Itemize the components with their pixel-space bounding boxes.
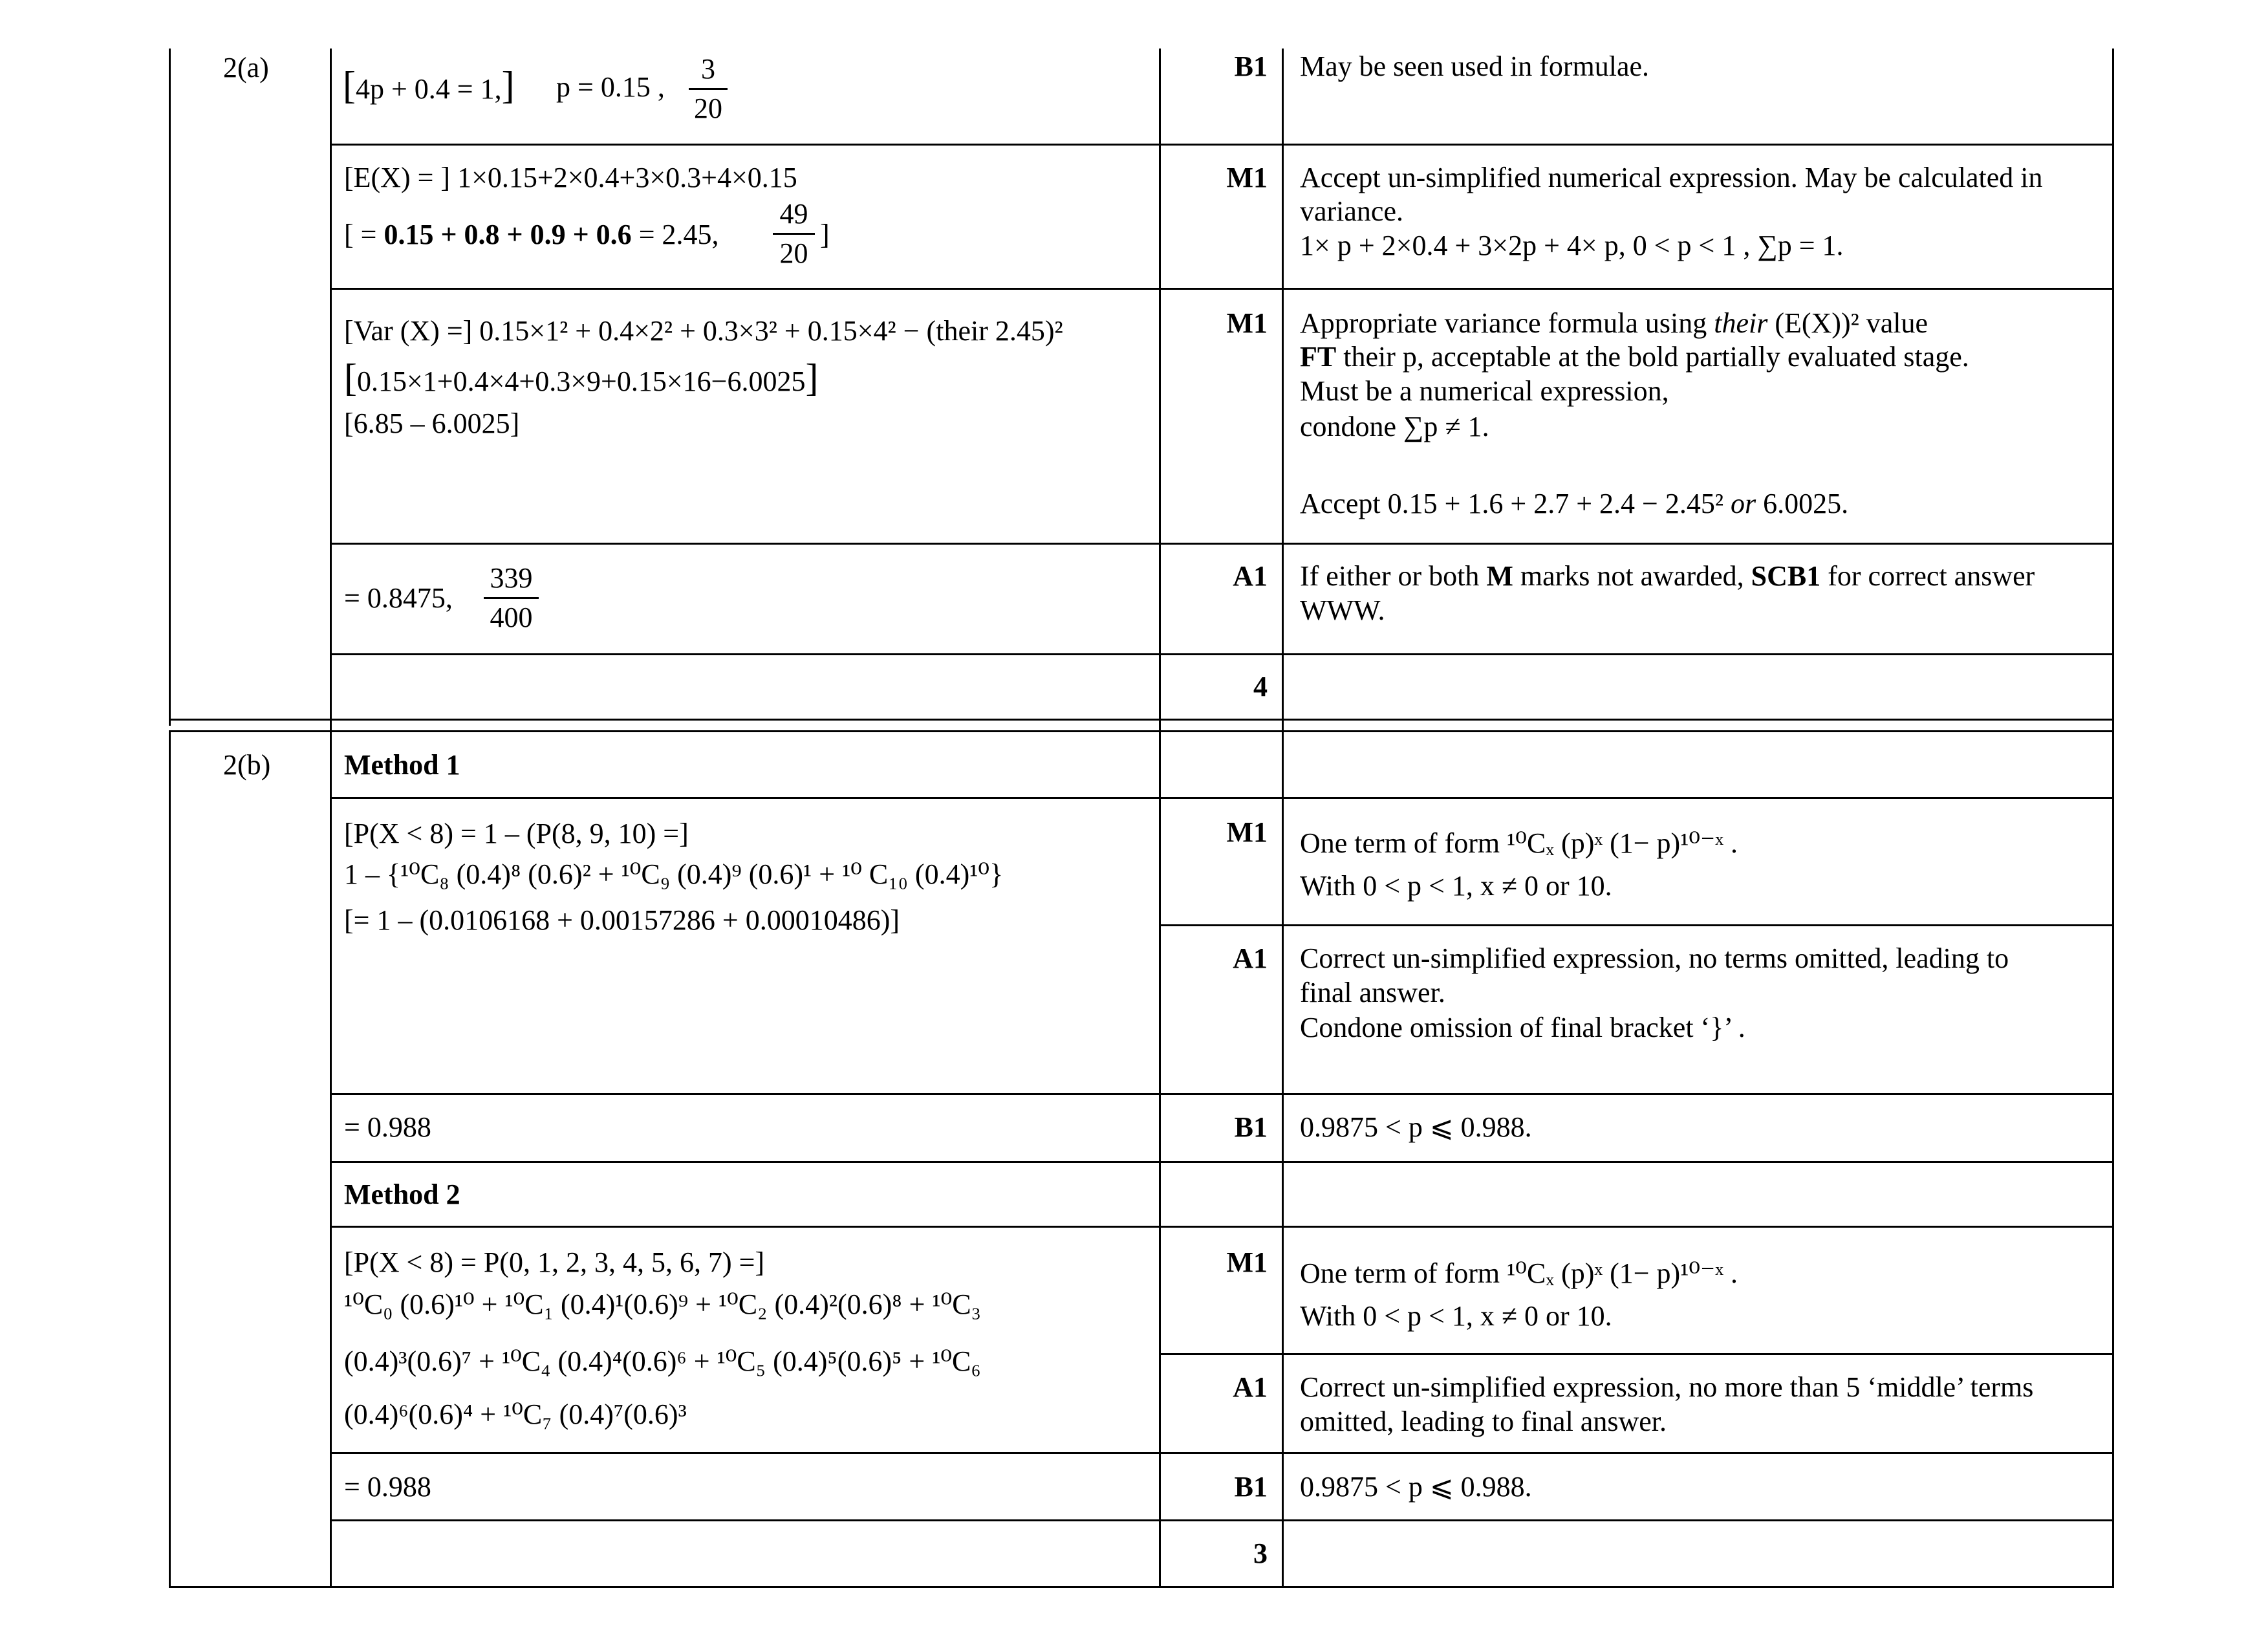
answer-r2-close: ] [820,219,830,250]
answer-r2-fraction: 49 20 [773,198,815,270]
method-2-heading: Method 2 [344,1179,460,1210]
table-col-divider-3 [1282,49,1284,1588]
row-line [330,653,2114,655]
guidance-r4-line1: If either or both M marks not awarded, SCB1 for correct answer [1300,560,2035,592]
guidance-m1-b-line1: Correct un-simplified expression, no terms omitted, leading to [1300,942,2009,974]
mark-m1-c: B1 [1234,1111,1268,1143]
guidance-r2-line1: Accept un-simplified numerical expression. May be calculated in [1300,162,2043,193]
guidance-m1-b-line3: Condone omission of final bracket ‘}’ . [1300,1012,1745,1043]
method-1-heading: Method 1 [344,749,460,781]
m2-line3: (0.4)³(0.6)⁷ + ¹⁰C₄ (0.4)⁴(0.6)⁶ + ¹⁰C₅ (0.4)⁵(0.6)⁵ + ¹⁰C₆ [344,1345,981,1377]
guidance-r3-line5: Accept 0.15 + 1.6 + 2.7 + 2.4 − 2.45² or 6.0025. [1300,488,1849,519]
row-line [330,1226,2114,1228]
row-line [330,543,2114,545]
answer-r2-line2: [ = 0.15 + 0.8 + 0.9 + 0.6 = 2.45, [344,219,719,250]
row-line [330,1519,2114,1521]
total-marks-2a: 4 [1253,671,1268,702]
m1-line2: 1 – {¹⁰C₈ (0.4)⁸ (0.6)² + ¹⁰C₉ (0.4)⁹ (0.6)¹ + ¹⁰ C₁₀ (0.4)¹⁰} [344,858,1004,890]
row-line [330,144,2114,146]
m1-line3: [= 1 – (0.0106168 + 0.00157286 + 0.00010486)] [344,904,900,936]
row-line [330,1161,2114,1163]
mark-m2-c: B1 [1234,1471,1268,1503]
guidance-r3-line2: FT their p, acceptable at the bold partially evaluated stage. [1300,341,1969,373]
total-marks-2b: 3 [1253,1538,1268,1569]
answer-r1-bracket: [4p + 0.4 = 1,] [343,64,515,107]
row-line [330,1452,2114,1454]
answer-r4-value: = 0.8475, [344,582,453,614]
answer-r1-fraction: 3 20 [689,53,728,125]
guidance-r3-line1: Appropriate variance formula using their (E(X))² value [1300,307,1928,339]
guidance-r1: May be seen used in formulae. [1300,50,1650,82]
mark-r4: A1 [1233,560,1268,592]
guidance-r3-line3: Must be a numerical expression, [1300,375,1669,407]
row-line [330,288,2114,290]
guidance-m1-b-line2: final answer. [1300,977,1445,1008]
guidance-m2-b-line2: omitted, leading to final answer. [1300,1406,1667,1437]
table-col-divider-1 [330,49,332,1588]
mark-m1-b: A1 [1233,942,1268,974]
m1-line1: [P(X < 8) = 1 – (P(8, 9, 10) =] [344,818,689,849]
answer-r3-line3: [6.85 – 6.0025] [344,408,520,439]
m2-answer: = 0.988 [344,1471,431,1503]
row-line [1159,1353,2114,1355]
answer-r3-line1: [Var (X) =] 0.15×1² + 0.4×2² + 0.3×3² + 0.15×4² − (their 2.45)² [344,315,1063,347]
row-line [330,1093,2114,1095]
mark-r3: M1 [1226,307,1268,339]
question-label-2b: 2(b) [223,749,271,781]
answer-r3-line2: [0.15×1+0.4×4+0.3×9+0.15×16−6.0025] [344,356,819,399]
mark-r1: B1 [1234,50,1268,82]
guidance-r4-line2: WWW. [1300,594,1385,626]
guidance-r2-line3: 1× p + 2×0.4 + 3×2p + 4× p, 0 < p < 1 , ∑p = 1. [1300,230,1844,261]
guidance-m2-b-line1: Correct un-simplified expression, no more than 5 ‘middle’ terms [1300,1371,2034,1403]
answer-r1-value: p = 0.15 , [556,71,665,103]
row-line [1159,924,2114,926]
mark-r2: M1 [1226,162,1268,193]
guidance-m1-a-line2: With 0 < p < 1, x ≠ 0 or 10. [1300,870,1612,902]
m2-line1: [P(X < 8) = P(0, 1, 2, 3, 4, 5, 6, 7) =] [344,1246,765,1278]
table-border-bottom [169,1586,2114,1588]
guidance-r3-line4: condone ∑p ≠ 1. [1300,411,1489,442]
guidance-m1-c: 0.9875 < p ⩽ 0.988. [1300,1111,1532,1143]
guidance-m2-a-line1: One term of form ¹⁰Cₓ (p)ˣ (1− p)¹⁰⁻ˣ . [1300,1257,1738,1289]
row-line [330,797,2114,799]
table-border-right [2112,49,2114,1588]
table-border-left-a [169,49,171,726]
guidance-m2-a-line2: With 0 < p < 1, x ≠ 0 or 10. [1300,1300,1612,1332]
question-label-2a: 2(a) [223,52,269,83]
m2-line2: ¹⁰C₀ (0.6)¹⁰ + ¹⁰C₁ (0.4)¹(0.6)⁹ + ¹⁰C₂ (0.4)²(0.6)⁸ + ¹⁰C₃ [344,1288,981,1320]
table-border-left-b [169,731,171,1588]
answer-r4-fraction: 339 400 [484,562,539,634]
section-separator [169,719,2114,721]
guidance-m1-a-line1: One term of form ¹⁰Cₓ (p)ˣ (1− p)¹⁰⁻ˣ . [1300,827,1738,859]
mark-m1-a: M1 [1226,816,1268,848]
section-separator [169,730,2114,732]
mark-m2-a: M1 [1226,1246,1268,1278]
m2-line4: (0.4)⁶(0.6)⁴ + ¹⁰C₇ (0.4)⁷(0.6)³ [344,1398,687,1430]
answer-r2-line1: [E(X) = ] 1×0.15+2×0.4+3×0.3+4×0.15 [344,162,797,193]
guidance-r2-line2: variance. [1300,195,1403,227]
m1-answer: = 0.988 [344,1111,431,1143]
mark-m2-b: A1 [1233,1371,1268,1403]
guidance-m2-c: 0.9875 < p ⩽ 0.988. [1300,1471,1532,1503]
